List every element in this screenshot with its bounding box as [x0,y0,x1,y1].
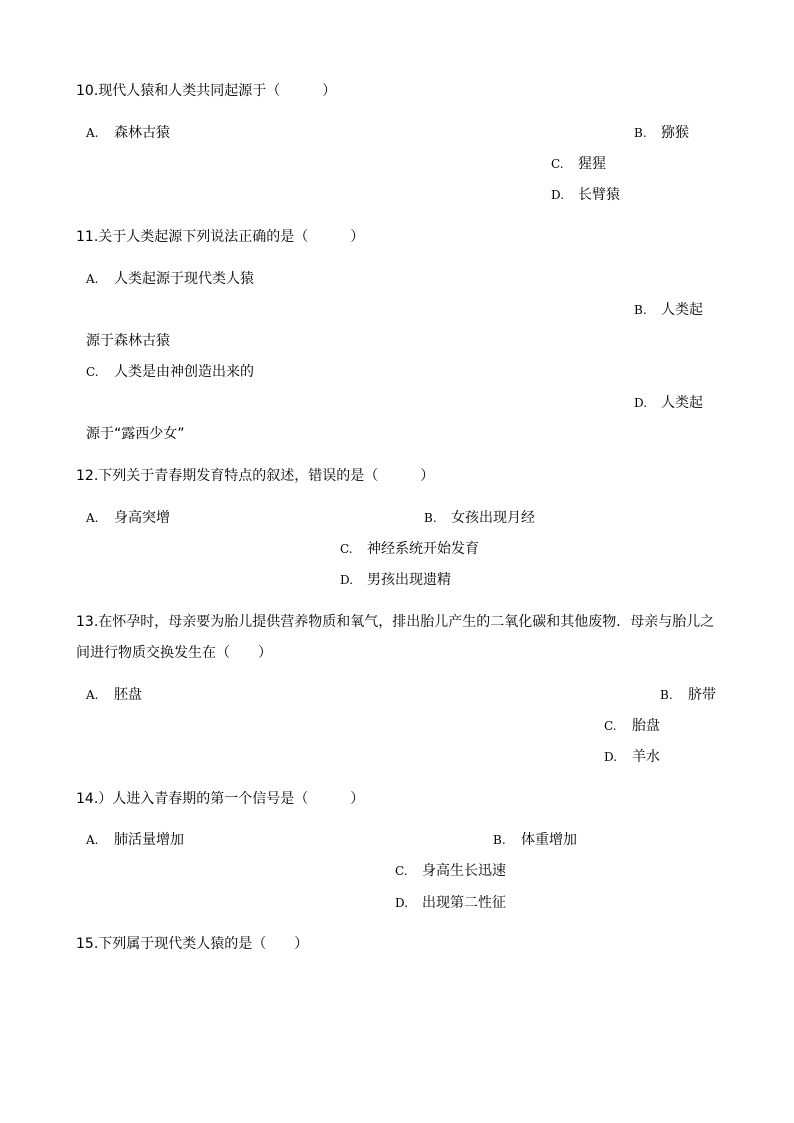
q13-option-d-text: 羊水 [632,749,660,765]
q14-option-a-text: 肺活量增加 [114,832,184,848]
q11-option-c-letter: C. [86,365,99,379]
q14-option-a-letter: A. [86,833,99,847]
q14-option-d-text: 出现第二性征 [422,895,506,911]
q12-option-a-text: 身高突增 [114,510,170,526]
q10-option-b-letter: B. [634,126,647,140]
q10-option-b-text: 猕猴 [661,125,689,141]
q12-option-b-text: 女孩出现月经 [451,510,535,526]
q10-option-d-letter: D. [551,188,565,202]
question-14-stem: 14.）人进入青春期的第一个信号是（ ） [76,791,365,807]
q11-option-a-letter: A. [86,272,99,286]
q12-option-c-letter: C. [340,542,353,556]
q12-option-d-letter: D. [340,573,354,587]
q11-option-d-letter: D. [634,396,648,410]
q13-option-d-letter: D. [604,750,618,764]
question-13-stem-line-2: 间进行物质交换发生在（ ） [76,645,272,661]
q14-option-d-letter: D. [395,896,409,910]
q11-option-c-text: 人类是由神创造出来的 [114,364,254,380]
q11-option-b-text: 人类起 [661,302,703,318]
q14-option-b-letter: B. [493,833,506,847]
q10-option-d-text: 长臂猿 [578,187,620,203]
q11-option-b-letter: B. [634,303,647,317]
q11-option-d-text: 人类起 [661,395,703,411]
q10-option-a-text: 森林古猿 [114,125,170,141]
q12-option-c-text: 神经系统开始发育 [367,541,479,557]
q12-option-b-letter: B. [424,511,437,525]
question-13-stem-line-1: 13.在怀孕时，母亲要为胎儿提供营养物质和氧气，排出胎儿产生的二氧化碳和其他废物．母亲与胎儿之 [76,614,715,630]
question-12-stem: 12.下列关于青春期发育特点的叙述，错误的是（ ） [76,468,435,484]
q10-option-c-letter: C. [551,157,564,171]
q13-option-b-letter: B. [660,688,673,702]
question-10-stem: 10.现代人猿和人类共同起源于（ ） [76,83,337,99]
question-15-stem: 15.下列属于现代类人猿的是（ ） [76,936,309,952]
q12-option-d-text: 男孩出现遗精 [367,572,451,588]
q13-option-a-text: 胚盘 [114,687,142,703]
q14-option-c-letter: C. [395,864,408,878]
q13-option-c-letter: C. [604,719,617,733]
q14-option-c-text: 身高生长迅速 [422,863,506,879]
q11-option-b-continuation: 源于森林古猿 [86,333,170,349]
q13-option-b-text: 脐带 [688,687,716,703]
question-11-stem: 11.关于人类起源下列说法正确的是（ ） [76,229,365,245]
q11-option-a-text: 人类起源于现代类人猿 [114,271,254,287]
q12-option-a-letter: A. [86,511,99,525]
q10-option-a-letter: A. [86,126,99,140]
q10-option-c-text: 猩猩 [578,156,606,172]
q11-option-d-continuation: 源于“露西少女” [86,426,185,442]
q13-option-a-letter: A. [86,688,99,702]
q13-option-c-text: 胎盘 [632,718,660,734]
q14-option-b-text: 体重增加 [521,832,577,848]
